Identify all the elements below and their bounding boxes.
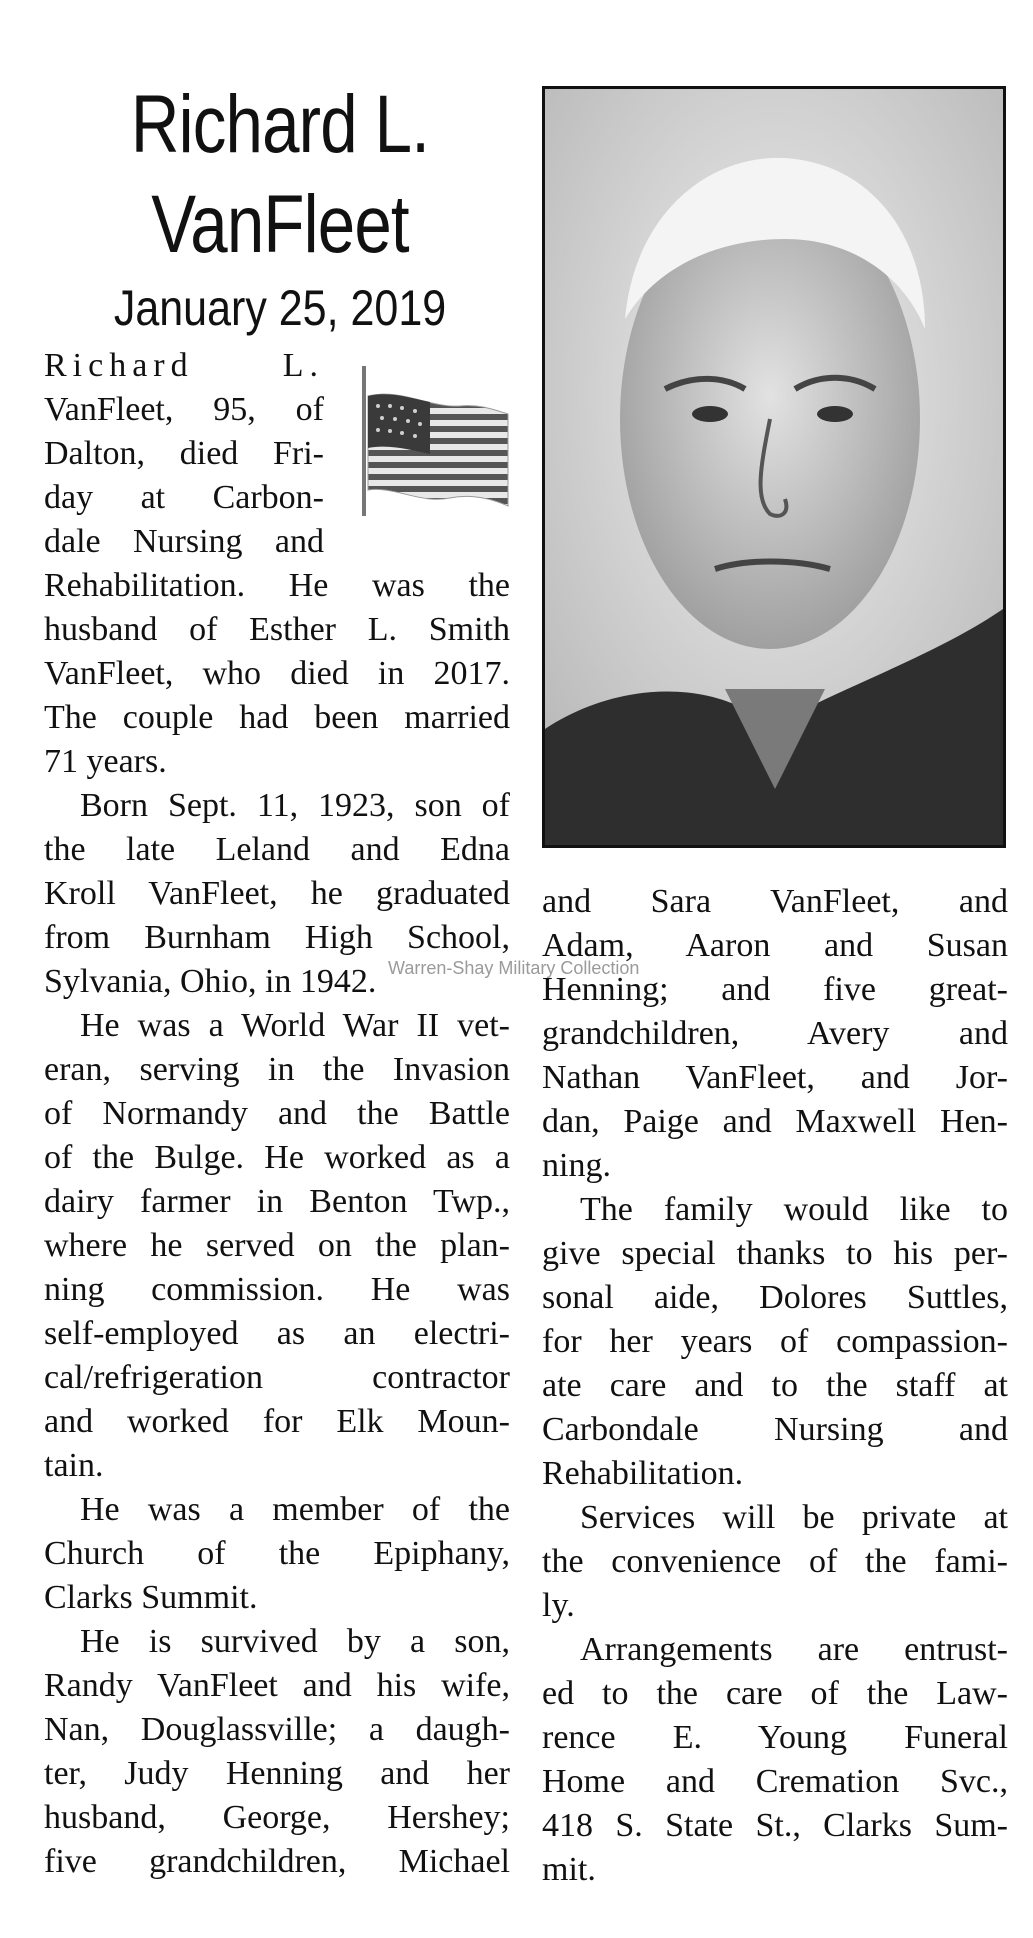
body-line: the convenience of the fami- (542, 1543, 1008, 1580)
body-line: rence E. Young Funeral (542, 1719, 1008, 1756)
body-line: He is survived by a son, (80, 1623, 510, 1660)
obituary-name-line-1: Richard L. (130, 79, 430, 170)
body-line: Richard L. (44, 347, 324, 384)
body-line: The couple had been married (44, 699, 510, 736)
body-line: dairy farmer in Benton Twp., (44, 1183, 510, 1220)
body-line: of the Bulge. He worked as a (44, 1139, 510, 1176)
body-line: tain. (44, 1447, 104, 1484)
body-line: Rehabilitation. (542, 1455, 744, 1492)
body-line: from Burnham High School, (44, 919, 510, 956)
body-line: five grandchildren, Michael (44, 1843, 510, 1880)
body-line: Adam, Aaron and Susan (542, 927, 1008, 964)
body-line: He was a member of the (80, 1491, 510, 1528)
obituary-name-line-2: VanFleet (151, 179, 409, 270)
body-line: eran, serving in the Invasion (44, 1051, 510, 1088)
body-line: ate care and to the staff at (542, 1367, 1008, 1404)
body-line: and worked for Elk Moun- (44, 1403, 510, 1440)
body-line: Kroll VanFleet, he graduated (44, 875, 510, 912)
body-line: cal/refrigeration contractor (44, 1359, 510, 1396)
body-line: husband, George, Hershey; (44, 1799, 510, 1836)
body-line: 418 S. State St., Clarks Sum- (542, 1807, 1008, 1844)
body-line: give special thanks to his per- (542, 1235, 1008, 1272)
body-line: husband of Esther L. Smith (44, 611, 510, 648)
body-line: Home and Cremation Svc., (542, 1763, 1008, 1800)
body-line: ning. (542, 1147, 611, 1184)
body-line: Randy VanFleet and his wife, (44, 1667, 510, 1704)
body-line: Rehabilitation. He was the (44, 567, 510, 604)
body-line: ed to the care of the Law- (542, 1675, 1008, 1712)
body-line: day at Carbon- (44, 479, 324, 516)
body-line: Carbondale Nursing and (542, 1411, 1008, 1448)
body-line: The family would like to (580, 1191, 1008, 1228)
body-line: mit. (542, 1851, 596, 1888)
body-line: the late Leland and Edna (44, 831, 510, 868)
obituary-date: January 25, 2019 (113, 280, 447, 336)
body-line: ning commission. He was (44, 1271, 510, 1308)
body-line: grandchildren, Avery and (542, 1015, 1008, 1052)
body-line: ly. (542, 1587, 575, 1624)
body-line: Services will be private at (580, 1499, 1008, 1536)
body-line: Church of the Epiphany, (44, 1535, 510, 1572)
body-line: dale Nursing and (44, 523, 324, 560)
body-line: of Normandy and the Battle (44, 1095, 510, 1132)
body-line: Sylvania, Ohio, in 1942. (44, 963, 377, 1000)
portrait-photo (542, 86, 1006, 848)
body-line: VanFleet, 95, of (44, 391, 324, 428)
body-line: sonal aide, Dolores Suttles, (542, 1279, 1008, 1316)
body-line: Arrangements are entrust- (580, 1631, 1008, 1668)
body-line: for her years of compassion- (542, 1323, 1008, 1360)
body-line: Henning; and five great- (542, 971, 1008, 1008)
body-line: Nan, Douglassville; a daugh- (44, 1711, 510, 1748)
body-line: VanFleet, who died in 2017. (44, 655, 510, 692)
body-line: ter, Judy Henning and her (44, 1755, 510, 1792)
body-line: where he served on the plan- (44, 1227, 510, 1264)
body-line: and Sara VanFleet, and (542, 883, 1008, 920)
body-line: 71 years. (44, 743, 167, 780)
body-line: Born Sept. 11, 1923, son of (80, 787, 510, 824)
body-line: self-employed as an electri- (44, 1315, 510, 1352)
body-line: Dalton, died Fri- (44, 435, 324, 472)
body-line: Nathan VanFleet, and Jor- (542, 1059, 1008, 1096)
body-line: Clarks Summit. (44, 1579, 258, 1616)
american-flag-icon (360, 366, 510, 536)
body-line: dan, Paige and Maxwell Hen- (542, 1103, 1008, 1140)
watermark: Warren-Shay Military Collection (388, 958, 640, 978)
body-line: He was a World War II vet- (80, 1007, 510, 1044)
